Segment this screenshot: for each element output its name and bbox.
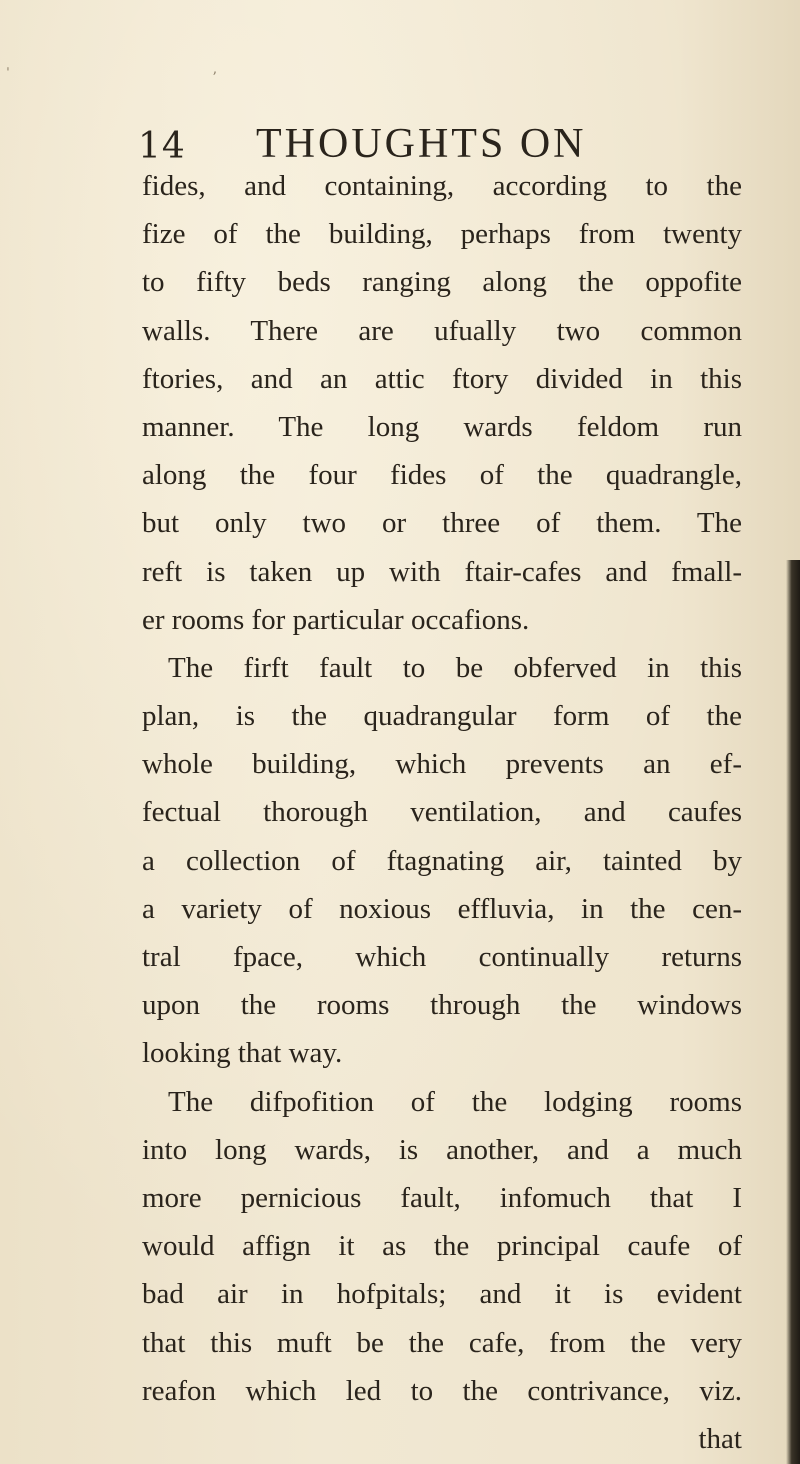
text-line: reafon which led to the contrivance, viz. bbox=[142, 1374, 742, 1407]
text-line: whole building, which prevents an ef- bbox=[142, 748, 742, 781]
paragraph-start-line: The firft fault to be obferved in this bbox=[168, 651, 742, 684]
stray-mark: ʼ bbox=[212, 70, 217, 86]
text-line: that this muft be the cafe, from the very bbox=[142, 1326, 742, 1359]
text-line: tral fpace, which continually returns bbox=[142, 941, 742, 973]
text-line: more pernicious fault, infomuch that I bbox=[142, 1181, 742, 1214]
paragraph-start-line: The difpofition of the lodging rooms bbox=[168, 1085, 742, 1118]
text-line: upon the rooms through the windows bbox=[142, 989, 742, 1022]
catchword: that bbox=[698, 1422, 742, 1455]
running-title: THOUGHTS ON bbox=[256, 121, 587, 167]
text-line: ftories, and an attic ftory divided in this bbox=[142, 362, 742, 395]
text-line: to fifty beds ranging along the oppofite bbox=[142, 266, 742, 299]
text-line: er rooms for particular occafions. bbox=[142, 603, 530, 636]
text-line: but only two or three of them. The bbox=[142, 507, 742, 540]
page-number: 14 bbox=[138, 126, 186, 167]
text-line: reft is taken up with ftair-cafes and fmall- bbox=[142, 555, 742, 588]
text-line: fides, and containing, according to the bbox=[142, 170, 742, 202]
text-line: bad air in hofpitals; and it is evident bbox=[142, 1278, 742, 1311]
text-line: fectual thorough ventilation, and caufes bbox=[142, 796, 742, 829]
page-edge-shadow bbox=[786, 560, 800, 1464]
body-text bbox=[142, 162, 742, 1463]
text-line: a variety of noxious effluvia, in the cen- bbox=[142, 892, 742, 925]
stray-mark: ˈ bbox=[6, 66, 10, 82]
text-line: into long wards, is another, and a much bbox=[142, 1133, 742, 1166]
text-line: would affign it as the principal caufe of bbox=[142, 1230, 742, 1263]
text-line: looking that way. bbox=[142, 1037, 343, 1070]
text-line: along the four fides of the quadrangle, bbox=[142, 459, 742, 492]
text-line: a collection of ftagnating air, tainted by bbox=[142, 844, 742, 877]
text-line: walls. There are ufually two common bbox=[142, 314, 742, 347]
text-line: fize of the building, perhaps from twenty bbox=[142, 218, 742, 251]
text-line: manner. The long wards feldom run bbox=[142, 410, 742, 443]
text-line: plan, is the quadrangular form of the bbox=[142, 700, 742, 733]
